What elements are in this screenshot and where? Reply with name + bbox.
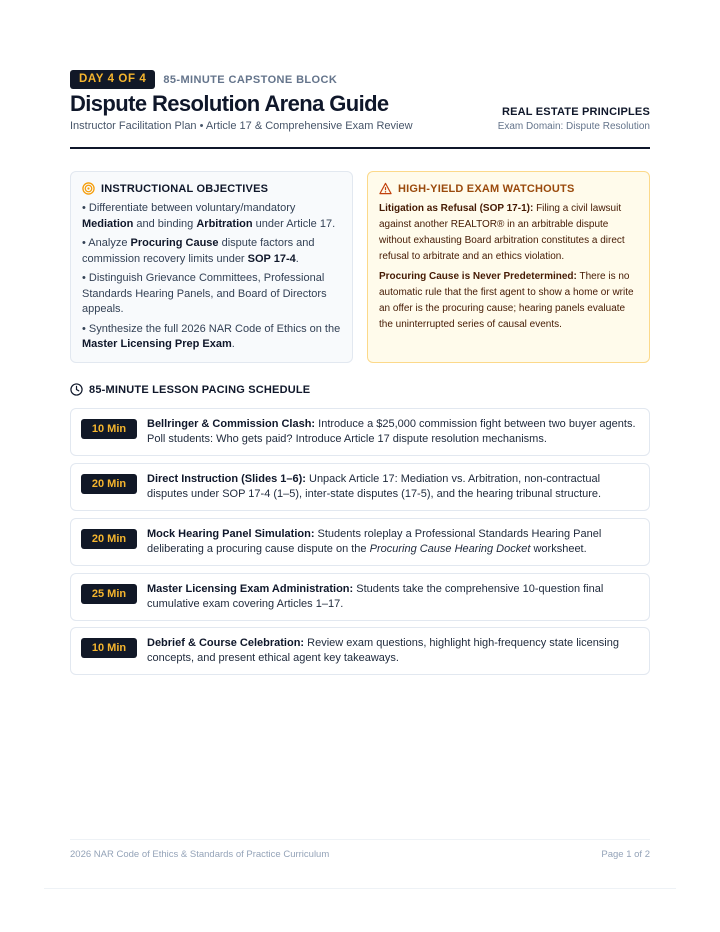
day-badge: DAY 4 OF 4	[70, 70, 155, 89]
activity-title: Bellringer & Commission Clash:	[147, 418, 316, 430]
objective-key-term: Mediation	[82, 217, 134, 230]
objective-text: dispute factors and commission recovery limits under	[82, 237, 315, 265]
schedule-heading-text: 85-MINUTE LESSON PACING SCHEDULE	[89, 383, 311, 396]
page-edge	[44, 888, 676, 889]
objectives-heading-text: INSTRUCTIONAL OBJECTIVES	[101, 182, 269, 195]
page-title: Dispute Resolution Arena Guide	[70, 91, 389, 116]
schedule-row-text	[147, 582, 639, 611]
schedule-row-text	[147, 527, 639, 556]
objective-text: • Synthesize the full 2026 NAR Code of Ethics on the	[82, 322, 341, 335]
objective-key-term: Master Licensing Prep Exam	[82, 338, 232, 350]
objective-key-term: SOP 17-4	[247, 252, 296, 265]
schedule-heading	[70, 383, 310, 396]
schedule-row	[70, 408, 650, 456]
exam-domain: Exam Domain: Dispute Resolution	[497, 121, 650, 132]
watchouts-card	[367, 171, 650, 363]
schedule-row	[70, 463, 650, 511]
footer-divider	[70, 839, 650, 840]
watchouts-heading	[379, 182, 638, 195]
schedule-row-text	[147, 417, 639, 446]
objectives-card	[70, 171, 353, 363]
watchout-text: Filing a civil lawsuit against another REALTOR® in an arbitrable dispute without exhausting Board arbitration constitutes a direct refusal to arbitrate and an ethics violation.	[379, 203, 625, 262]
schedule-row	[70, 518, 650, 566]
duration-badge: 25 Min	[81, 584, 137, 604]
watchout-title: Procuring Cause is Never Predetermined:	[379, 271, 577, 282]
objective-key-term: Arbitration	[196, 217, 253, 230]
duration-badge: 20 Min	[81, 474, 137, 494]
objective-text: • Analyze	[82, 237, 131, 249]
header-topline	[70, 70, 337, 89]
objective-text: under Article 17.	[252, 217, 336, 230]
worksheet-name: Procuring Cause Hearing Docket	[369, 542, 531, 555]
duration-badge: 10 Min	[81, 419, 137, 439]
activity-title: Debrief & Course Celebration:	[147, 637, 305, 649]
schedule-row	[70, 573, 650, 621]
page-number: Page 1 of 2	[601, 849, 650, 860]
objectives-heading	[82, 182, 341, 195]
activity-description: Introduce a $25,000 commission fight between two buyer agents. Poll students: Who gets paid? Introduce Article 17 dispute resolution mechanisms.	[147, 418, 636, 445]
watchouts-list	[379, 201, 638, 333]
page-subtitle: Instructor Facilitation Plan • Article 17 & Comprehensive Exam Review	[70, 120, 413, 132]
objective-text: .	[231, 338, 235, 350]
schedule-row-text	[147, 472, 639, 501]
objective-key-term: Procuring Cause	[130, 237, 219, 249]
target-icon	[82, 182, 95, 195]
header-divider	[70, 147, 650, 149]
duration-badge: 20 Min	[81, 529, 137, 549]
watchout-title: Litigation as Refusal (SOP 17-1):	[379, 203, 534, 214]
objective-item	[82, 271, 341, 318]
activity-title: Master Licensing Exam Administration:	[147, 583, 354, 595]
objective-item	[82, 201, 341, 232]
activity-description: Review exam questions, highlight high-frequency state licensing concepts, and present ethical agent key takeaways.	[147, 637, 619, 664]
activity-description: Students roleplay a Professional Standards Hearing Panel deliberating a procuring cause dispute on the	[147, 528, 602, 555]
course-name: REAL ESTATE PRINCIPLES	[501, 106, 650, 118]
warning-icon	[379, 182, 392, 195]
objective-text: .	[295, 252, 299, 265]
watchouts-heading-text: HIGH-YIELD EXAM WATCHOUTS	[398, 182, 575, 195]
duration-badge: 10 Min	[81, 638, 137, 658]
document-page	[70, 0, 650, 932]
activity-description: Students take the comprehensive 10-question final cumulative exam covering Articles 1–17.	[147, 583, 604, 610]
clock-icon	[70, 383, 83, 396]
schedule-row	[70, 627, 650, 675]
activity-description: Unpack Article 17: Mediation vs. Arbitration, non-contractual disputes under SOP 17-4 (1–5), inter-state disputes (17-5), and the hearing tribunal structure.	[147, 473, 602, 500]
schedule-row-text	[147, 636, 639, 665]
watchout-item	[379, 201, 638, 265]
objectives-list	[82, 201, 341, 353]
objective-text: • Differentiate between voluntary/mandatory	[82, 202, 296, 214]
watchout-text: There is no automatic rule that the first agent to show a home or write an offer is the procuring cause; hearing panels evaluate the uninterrupted series of causal events.	[379, 271, 634, 330]
block-label: 85-MINUTE CAPSTONE BLOCK	[163, 73, 338, 86]
watchout-item	[379, 269, 638, 333]
footer-curriculum: 2026 NAR Code of Ethics & Standards of Practice Curriculum	[70, 849, 330, 860]
objective-item	[82, 236, 341, 267]
objective-text: • Distinguish Grievance Committees, Professional Standards Hearing Panels, and Board of Directors appeals.	[82, 272, 327, 315]
objective-text: and binding	[133, 217, 197, 230]
objective-item	[82, 322, 341, 353]
activity-description-tail: worksheet.	[530, 542, 587, 555]
activity-title: Mock Hearing Panel Simulation:	[147, 528, 315, 540]
activity-title: Direct Instruction (Slides 1–6):	[147, 473, 306, 485]
